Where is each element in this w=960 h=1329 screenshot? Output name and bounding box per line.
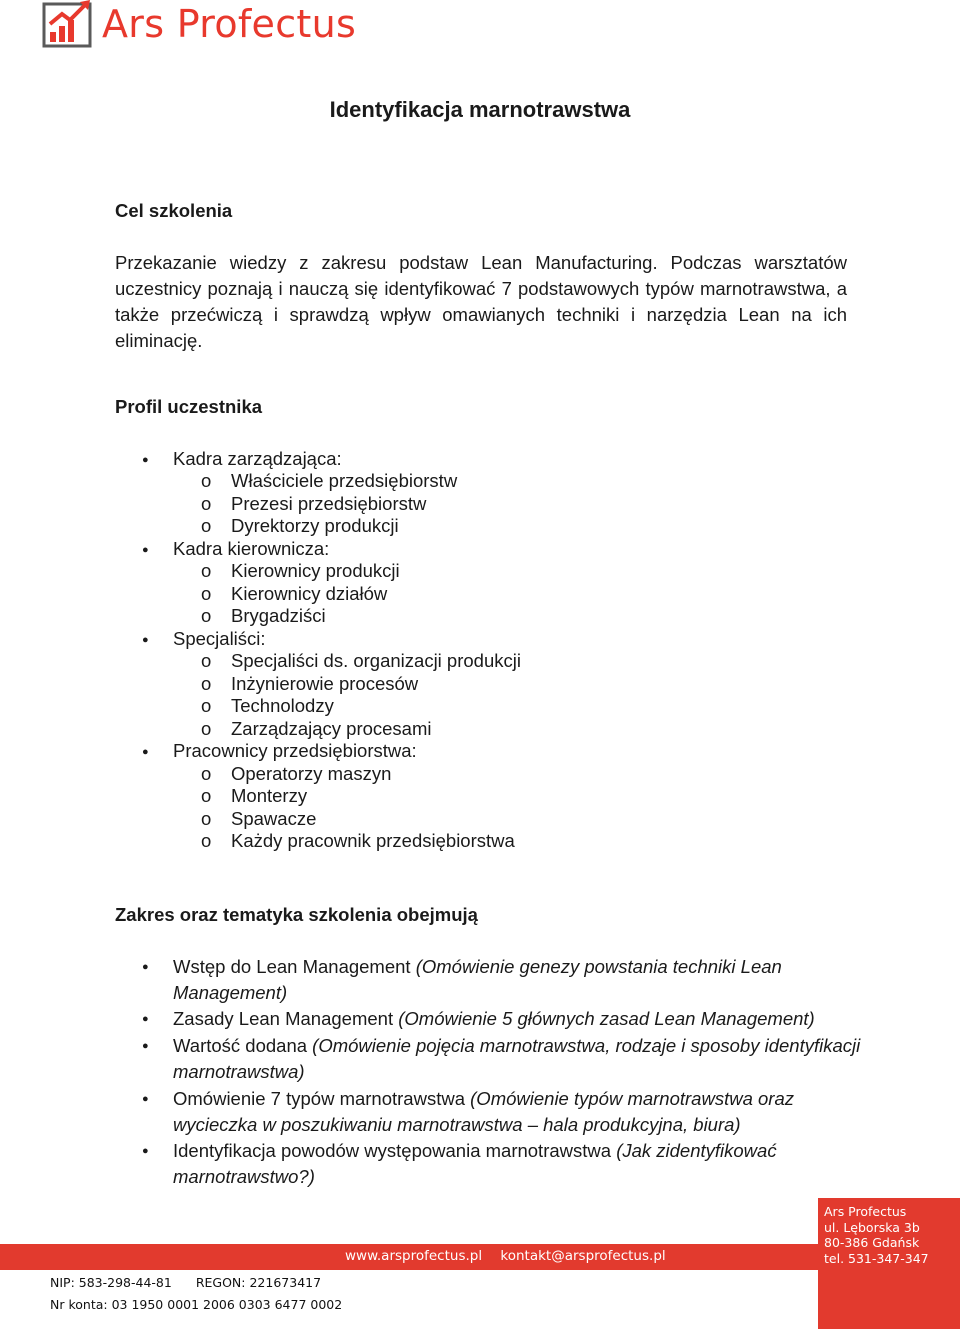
footer-contact bbox=[345, 1248, 680, 1264]
nip: NIP: 583-298-44-81 bbox=[50, 1275, 172, 1290]
profile-item: o Kierownicy działów bbox=[231, 583, 387, 605]
profile-item: o Prezesi przedsiębiorstw bbox=[231, 493, 426, 515]
website-link[interactable]: www.arsprofectus.pl bbox=[345, 1248, 483, 1264]
scope-item: ● Omówienie 7 typów marnotrawstwa (Omówienie typów marnotrawstwa oraz wycieczka w poszukiwaniu marnotrawstwa – hala produkcyjna, biura) bbox=[173, 1086, 873, 1138]
address-line: 80-386 Gdańsk bbox=[824, 1235, 920, 1250]
address-line: tel. 531-347-347 bbox=[824, 1250, 929, 1266]
profile-item: o Operatorzy maszyn bbox=[231, 763, 391, 785]
scope-item: ● Zasady Lean Management (Omówienie 5 głównych zasad Lean Management) bbox=[173, 1006, 873, 1032]
scope-item: ● Identyfikacja powodów występowania marnotrawstwa (Jak zidentyfikować marnotrawstwo?) bbox=[173, 1138, 873, 1190]
profile-item: o Brygadziści bbox=[231, 605, 326, 627]
profile-item: o Inżynierowie procesów bbox=[231, 673, 418, 695]
profile-group: ● Kadra zarządzająca: bbox=[173, 448, 342, 470]
goal-heading: Cel szkolenia bbox=[115, 200, 233, 221]
regon: REGON: 221673417 bbox=[195, 1275, 322, 1290]
profile-group: ● Specjaliści: bbox=[173, 628, 266, 650]
address-line: ul. Lęborska 3b bbox=[824, 1219, 920, 1235]
profile-item: o Dyrektorzy produkcji bbox=[231, 515, 399, 537]
registration-info bbox=[50, 1272, 345, 1316]
logo-chart-icon bbox=[42, 0, 94, 50]
profile-item: o Technolodzy bbox=[231, 695, 334, 717]
brand-name: Ars Profectus bbox=[102, 2, 357, 46]
goal-text: Przekazanie wiedzy z zakresu podstaw Lean Manufacturing. Podczas warsztatów uczestnicy poznają i nauczą się identyfikować 7 podstawowych typów marnotrawstwa, a także przećwiczą i sprawdzą wpływ omawianych techniki i narzędzia Lean na ich eliminację. bbox=[115, 252, 847, 351]
profile-item: o Właściciele przedsiębiorstw bbox=[231, 470, 457, 492]
profile-item: o Każdy pracownik przedsiębiorstwa bbox=[231, 830, 515, 852]
profile-group: ● Kadra kierownicza: bbox=[173, 538, 329, 560]
profile-item: o Spawacze bbox=[231, 808, 316, 830]
email-link[interactable]: kontakt@arsprofectus.pl bbox=[500, 1248, 666, 1264]
scope-item: ● Wstęp do Lean Management (Omówienie genezy powstania techniki Lean Management) bbox=[173, 954, 873, 1006]
profile-item: o Kierownicy produkcji bbox=[231, 560, 400, 582]
profile-group: ● Pracownicy przedsiębiorstwa: bbox=[173, 740, 417, 762]
brand-logo bbox=[42, 0, 356, 52]
address-box bbox=[818, 1198, 960, 1329]
profile-heading: Profil uczestnika bbox=[115, 396, 263, 417]
address-line: Ars Profectus bbox=[824, 1204, 907, 1219]
profile-item: o Specjaliści ds. organizacji produkcji bbox=[231, 650, 521, 672]
scope-item: ● Wartość dodana (Omówienie pojęcia marnotrawstwa, rodzaje i sposoby identyfikacji marnotrawstwa) bbox=[173, 1033, 873, 1085]
bank-account: Nr konta: 03 1950 0001 2006 0303 6477 0002 bbox=[50, 1297, 343, 1312]
scope-heading: Zakres oraz tematyka szkolenia obejmują bbox=[115, 904, 478, 925]
document-title: Identyfikacja marnotrawstwa bbox=[329, 97, 631, 122]
profile-item: o Monterzy bbox=[231, 785, 307, 807]
profile-item: o Zarządzający procesami bbox=[231, 718, 432, 740]
